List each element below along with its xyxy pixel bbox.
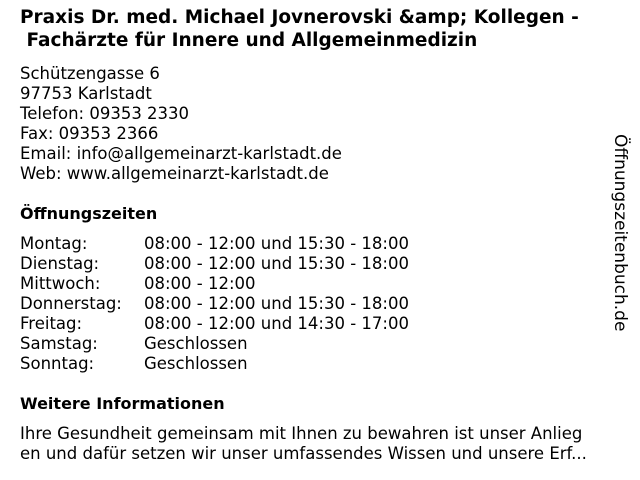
opening-hours-heading: Öffnungszeiten: [20, 204, 158, 223]
hours-day: Sonntag:: [20, 354, 95, 373]
practice-title-line1: Praxis Dr. med. Michael Jovnerovski &amp; Kollegen -: [20, 7, 579, 28]
hours-time: 08:00 - 12:00 und 14:30 - 17:00: [144, 314, 409, 333]
contact-email: Email: info@allgemeinarzt-karlstadt.de: [20, 144, 342, 163]
side-credit-label: Öffnungszeitenbuch.de: [610, 134, 630, 332]
contact-fax: Fax: 09353 2366: [20, 124, 159, 143]
hours-day: Montag:: [20, 234, 88, 253]
practice-title-line2: Fachärzte für Innere und Allgemeinmedizin: [20, 30, 478, 51]
hours-day: Dienstag:: [20, 254, 100, 273]
hours-time: Geschlossen: [144, 334, 248, 353]
practice-title: [20, 6, 620, 52]
contact-phone: Telefon: 09353 2330: [20, 104, 190, 123]
address-street: Schützengasse 6: [20, 64, 160, 83]
contact-web: Web: www.allgemeinarzt-karlstadt.de: [20, 164, 329, 183]
hours-time: 08:00 - 12:00 und 15:30 - 18:00: [144, 234, 409, 253]
more-info-line1: Ihre Gesundheit gemeinsam mit Ihnen zu bewahren ist unser Anlieg: [20, 424, 583, 443]
hours-time: 08:00 - 12:00 und 15:30 - 18:00: [144, 294, 409, 313]
more-info-heading: Weitere Informationen: [20, 394, 225, 413]
hours-time: 08:00 - 12:00 und 15:30 - 18:00: [144, 254, 409, 273]
hours-day: Samstag:: [20, 334, 98, 353]
hours-time: Geschlossen: [144, 354, 248, 373]
hours-day: Freitag:: [20, 314, 83, 333]
more-info-text: [20, 424, 620, 464]
hours-time: 08:00 - 12:00: [144, 274, 256, 293]
hours-day: Donnerstag:: [20, 294, 122, 313]
address-city: 97753 Karlstadt: [20, 84, 152, 103]
contact-block: [20, 64, 342, 184]
more-info-line2: en und dafür setzen wir unser umfassendes Wissen und unsere Erf...: [20, 444, 587, 463]
hours-day: Mittwoch:: [20, 274, 101, 293]
